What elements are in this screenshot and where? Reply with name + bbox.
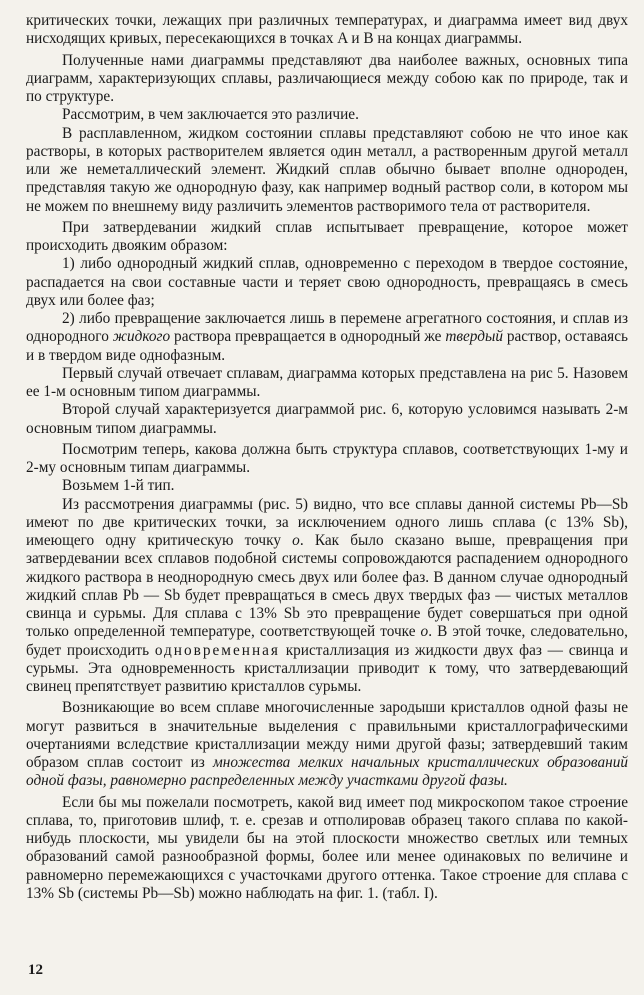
paragraph-12-part-2: . Как было сказано выше, превращения при затвердевании всех сплавов подобной системы сопровождаются распадением однородного жидкого раствора в неоднородную смесь двух или более фаз. В данном случае однородный жидкий сплав Pb — Sb будет превращаться в смесь двух твердых фаз — чистых металлов свинца и сурьмы. Для сплава с 13% Sb это превращение будет совершаться при одной только определенной температуре, соответствующей точке bbox=[26, 532, 628, 641]
paragraph-8: Первый случай отвечает сплавам, диаграмма которых представлена на рис 5. Назовем ее 1-м основным типом диаграммы. bbox=[26, 364, 628, 400]
paragraph-7-part-2: раствора превращается в однородный же bbox=[170, 328, 446, 346]
paragraph-7-part-1: 2) либо превращение заключается лишь в перемене агрегатного состояния, и сплав из однородного bbox=[26, 310, 628, 346]
paragraph-13-italic: множества мелких начальных кристаллических образований одной фазы, равномерно распределенных между участками другой фазы. bbox=[26, 754, 629, 790]
paragraph-10: Посмотрим теперь, какова должна быть структура сплавов, соответствующих 1-му и 2-му основным типам диаграммы. bbox=[26, 440, 628, 476]
paragraph-5: При затвердевании жидкий сплав испытывает превращение, которое может происходить двояким образом: bbox=[26, 218, 628, 254]
point-o-label: o bbox=[292, 532, 300, 549]
paragraph-11: Возьмем 1-й тип. bbox=[62, 477, 175, 495]
paragraph-4: В расплавленном, жидком состоянии сплавы представляют собою не что иное как растворы, в которых растворителем является один металл, а растворенным другой металл или же неметаллический элемент. Жидкий сплав обычно бывает вполне однороден, представляя такую же однородную фазу, как например водный раствор соли, в котором мы не можем по внешнему виду различить элементов растворимого тела от растворителя. bbox=[26, 124, 628, 215]
paragraph-3: Рассмотрим, в чем заключается это различие. bbox=[62, 106, 359, 124]
paragraph-7-part-3: раствор, оставаясь и в твердом виде однофазным. bbox=[26, 328, 628, 364]
paragraph-13-part-1: Возникающие во всем сплаве многочисленные зародыши кристаллов одной фазы не могут развиться в значительные выделения с правильными кристаллографическими очертаниями вследствие кристаллизации между ними другой фазы; затвердевший таким образом сплав состоит из bbox=[26, 699, 628, 771]
paragraph-12-part-3: . В этой точке, следовательно, будет происходить bbox=[26, 623, 628, 659]
paragraph-1: критических точки, лежащих при различных температурах, и диаграмма имеет вид двух нисходящих кривых, пересекающихся в точках A и B на концах диаграммы. bbox=[26, 12, 628, 48]
paragraph-7 bbox=[26, 310, 628, 365]
body-text bbox=[26, 12, 628, 903]
paragraph-6: 1) либо однородный жидкий сплав, одновременно с переходом в твердое состояние, распадается на свои составные части и теряет свою однородность, превращаясь в смесь двух или более фаз; bbox=[26, 255, 628, 309]
paragraph-13 bbox=[26, 699, 628, 790]
paragraph-12-part-1: Из рассмотрения диаграммы (рис. 5) видно, что все сплавы данной системы Pb—Sb имеют по две критических точки, за исключением одного лишь сплава (с 13% Sb), имеющего одну критическую точку bbox=[26, 495, 628, 549]
paragraph-9: Второй случай характеризуется диаграммой рис. 6, которую условимся называть 2-м основным типом диаграммы. bbox=[26, 401, 628, 437]
paragraph-7-italic-1: жидкого bbox=[112, 328, 171, 346]
spaced-emphasis: одновременная bbox=[154, 641, 280, 659]
paragraph-2: Полученные нами диаграммы представляют два наиболее важных, основных типа диаграмм, характеризующих сплавы, различающиеся между собою как по природе, так и по структуре. bbox=[26, 51, 628, 105]
point-o-label-2: o bbox=[420, 623, 429, 641]
paragraph-14: Если бы мы пожелали посмотреть, какой вид имеет под микроскопом такое строение сплава, то, приготовив шлиф, т. е. срезав и отполировав образец такого сплава по какой-нибудь плоскости, мы увидели бы на этой плоскости множество светлых или темных образований самой разнообразной формы, более или менее одинаковых по величине и равномерно перемежающихся с участочками другого оттенка. Такое строение для сплава с 13% Sb (системы Pb—Sb) можно наблюдать на фиг. 1. (табл. I). bbox=[26, 793, 628, 902]
paragraph-12 bbox=[26, 496, 628, 697]
paragraph-12-part-4: кристаллизация из жидкости двух фаз — свинца и сурьмы. Эта одновременность кристаллизации приводит к тому, что затвердевающий свинец препятствует развитию кристаллов сурьмы. bbox=[26, 641, 628, 695]
page-number: 12 bbox=[28, 962, 43, 978]
paragraph-7-italic-2: твердый bbox=[445, 328, 503, 346]
